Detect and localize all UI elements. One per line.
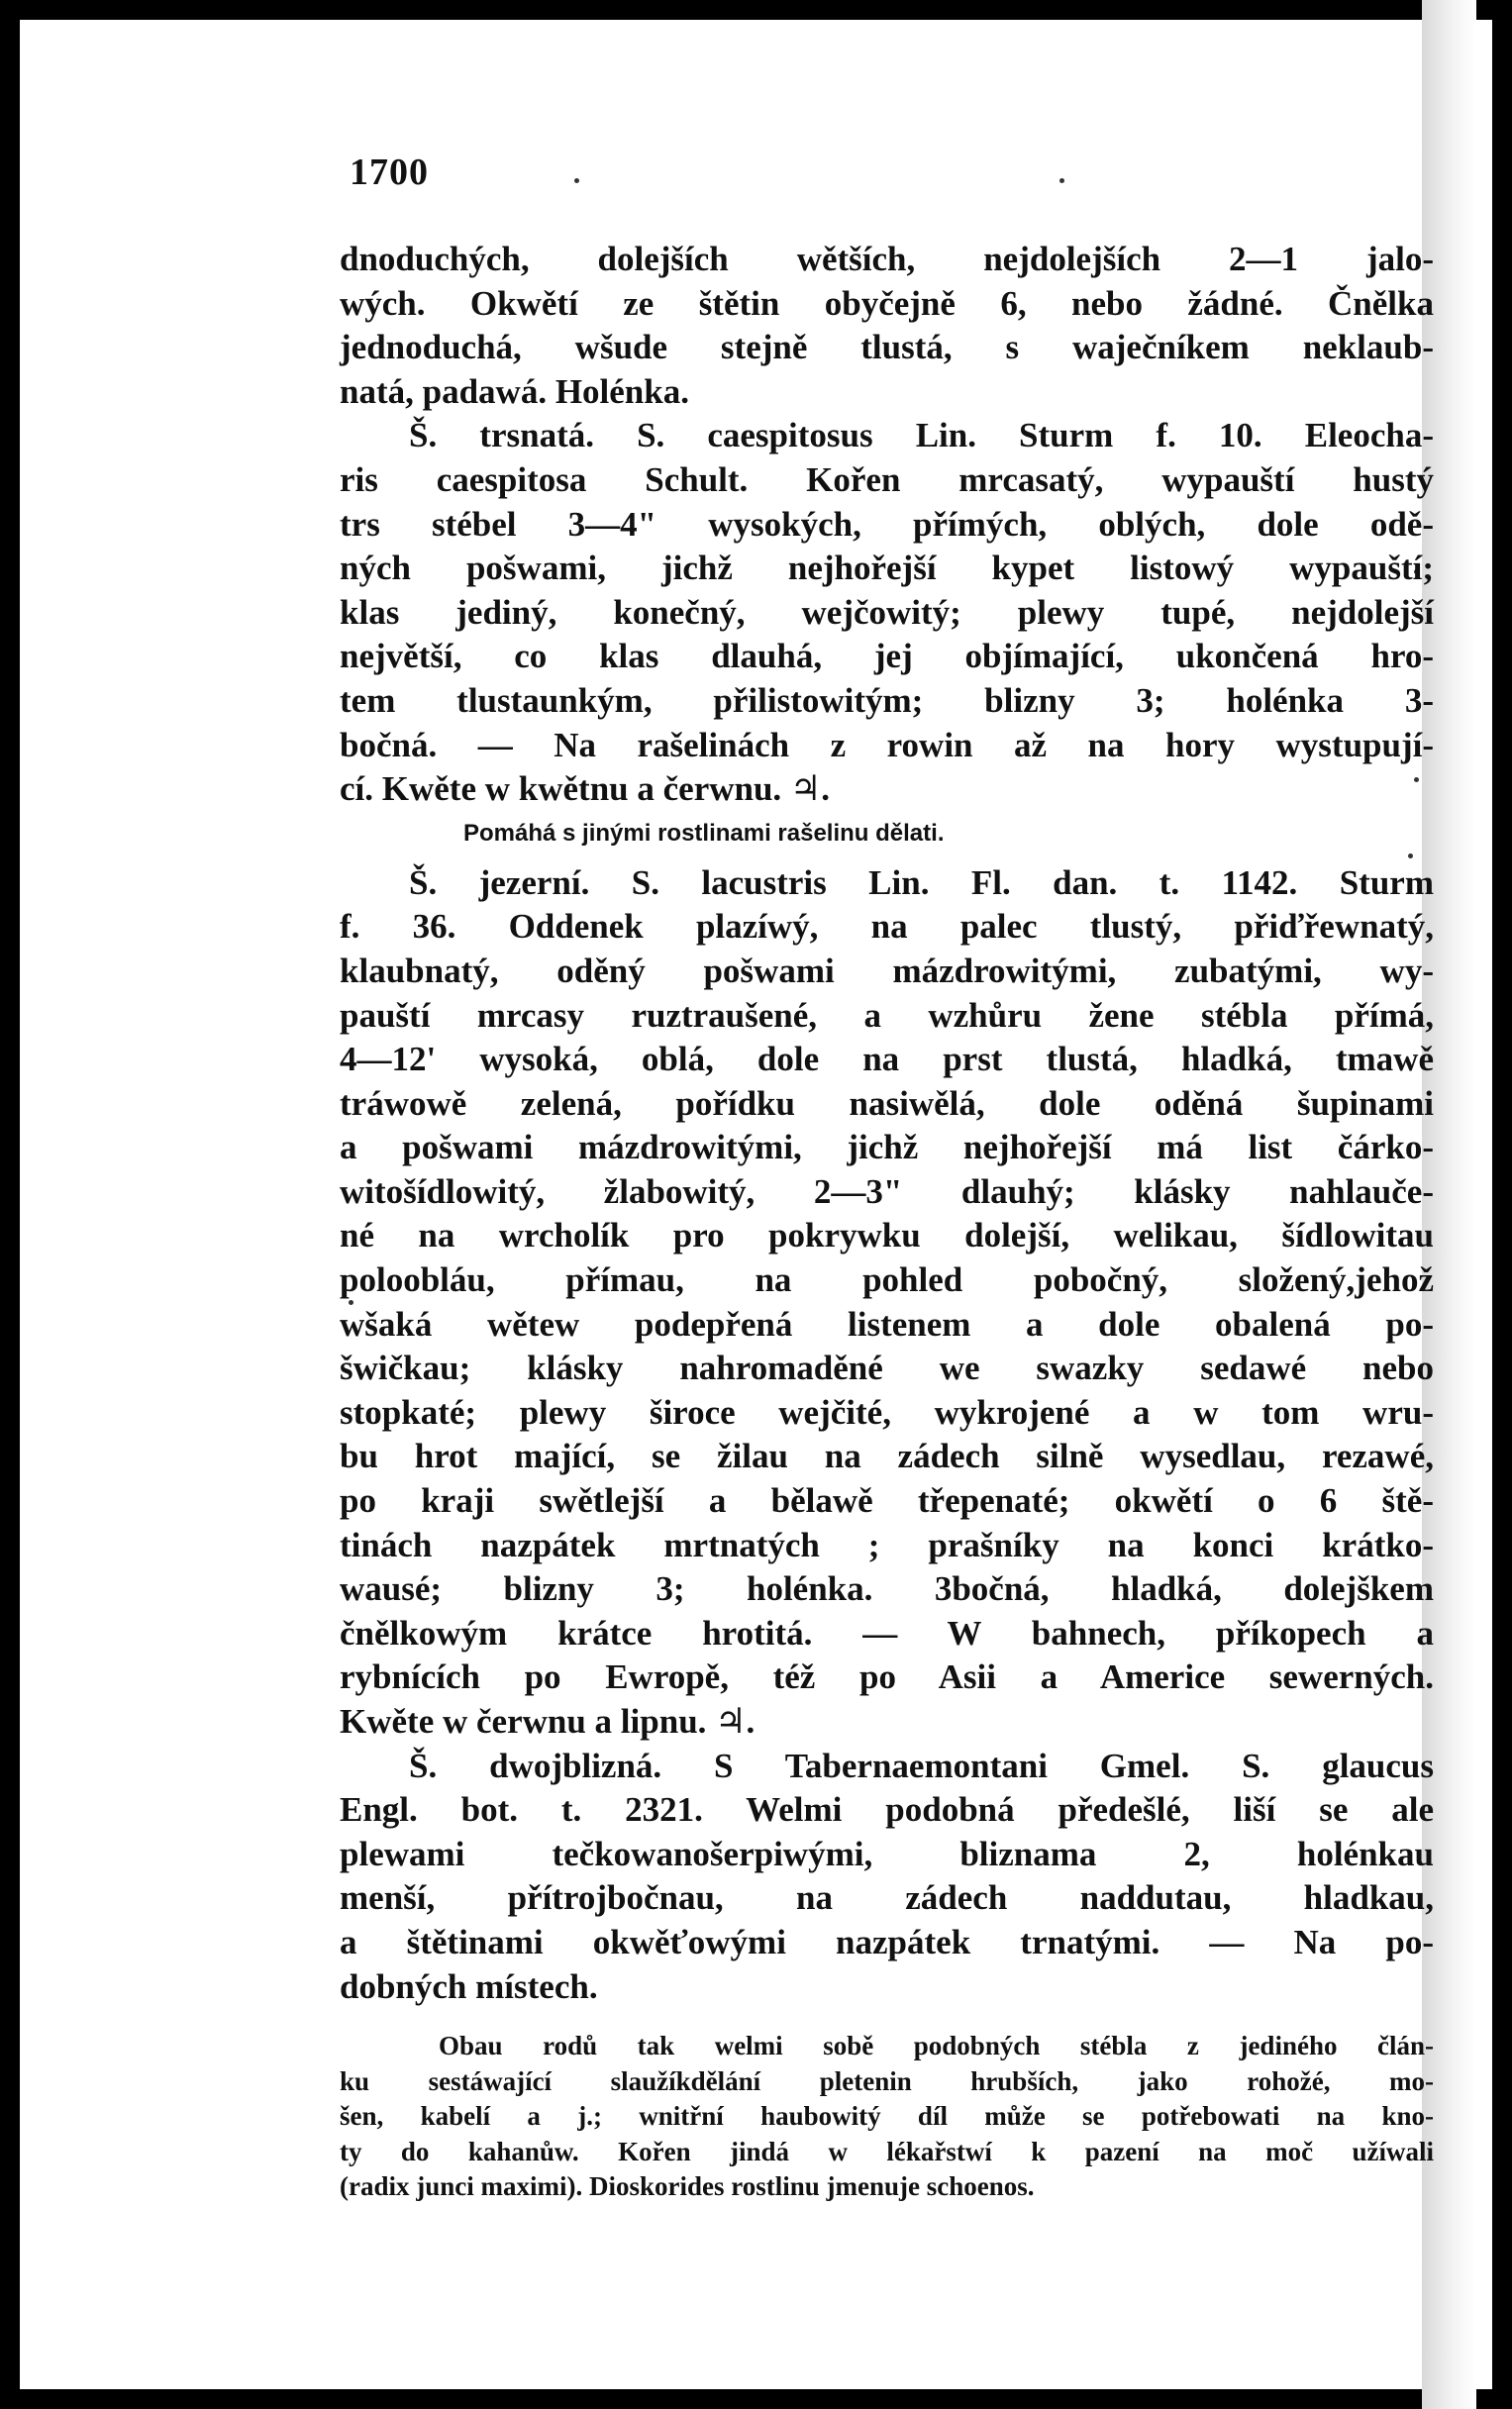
text-line: šwičkau; klásky nahromaděné we swazky sedawé nebo [340, 1349, 1434, 1388]
text-line: klas jediný, konečný, wejčowitý; plewy tupé, nejdolejší [340, 592, 1434, 632]
text-line: bu hrot mající, se žilau na zádech silně wysedlau, rezawé, [340, 1437, 1434, 1476]
text-line: pauští mrcasy ruztraušené, a wzhůru žene stébla přímá, [340, 995, 1434, 1035]
text-line: plewami tečkowanošerpiwými, bliznama 2, holénkau [340, 1834, 1434, 1873]
text-line: dobných místech. [340, 1966, 598, 2006]
text-line: tráwowě zelená, pořídku nasiwělá, dole oděná šupinami [340, 1083, 1434, 1123]
text-line: dnoduchých, dolejších wětších, nejdolejších 2—1 jalo- [340, 240, 1434, 278]
text-line: čnělkowým krátce hrotitá. — W bahnech, příkopech a [340, 1613, 1434, 1653]
text-line: natá, padawá. Holénka. [340, 371, 689, 411]
text-line: a pošwami mázdrowitými, jichž nejhořejší má list čárko- [340, 1128, 1434, 1167]
text-line: witošídlowitý, žlabowitý, 2—3" dlauhý; klásky nahlauče- [340, 1171, 1434, 1211]
text-line: poloobláu, přímau, na pohled pobočný, složený,jehož [340, 1260, 1434, 1300]
body-text [340, 238, 1434, 2205]
text-line: největší, co klas dlauhá, jej objímající, ukončená hro- [340, 637, 1434, 676]
footnote-line: Obau rodů tak welmi sobě podobných stébla z jediného člán- [439, 2031, 1434, 2061]
footnote-line: ty do kahanůw. Kořen jindá w lékařstwí k pazení na moč užíwali [340, 2136, 1434, 2166]
text-line: bočná. — Na rašelinách z rowin až na hory wystupují- [340, 725, 1434, 764]
text-line: rybnících po Ewropě, též po Asii a Americe sewerných. [340, 1657, 1434, 1697]
footnote-line: ku sestáwající slaužíkdělání pletenin hrubších, jako rohožé, mo- [340, 2065, 1434, 2096]
text-line: a štětinami okwěťowými nazpátek trnatými. — Na po- [340, 1922, 1434, 1961]
text-line: jednoduchá, wšude stejně tlustá, s waječníkem neklaub- [340, 328, 1434, 367]
page-number: 1700 [350, 151, 429, 193]
text-line: stopkaté; plewy široce wejčité, wykrojené a w tom wru- [340, 1392, 1434, 1432]
text-line: ných pošwami, jichž nejhořejší kypet listowý wypauští; [340, 549, 1434, 588]
note [340, 816, 1434, 852]
text-line: ris caespitosa Schult. Kořen mrcasatý, wypauští hustý [340, 459, 1434, 499]
text-line: wých. Okwětí ze štětin obyčejně 6, nebo žádné. Čnělka [340, 283, 1434, 323]
footnote-line: (radix junci maximi). Dioskorides rostlinu jmenuje schoenos. [340, 2171, 1035, 2202]
text-line: wausé; blizny 3; holénka. 3bočná, hladká, dolejškem [340, 1569, 1434, 1609]
text-line: menší, přítrojbočnau, na zádech naddutau, hladkau, [340, 1878, 1434, 1918]
text-line: 4—12' wysoká, oblá, dole na prst tlustá, hladká, tmawě [340, 1040, 1434, 1079]
footnote-line: šen, kabelí a j.; wnitřní haubowitý díl může se potřebowati na kno- [340, 2101, 1434, 2132]
text-line: Š. jezerní. S. lacustris Lin. Fl. dan. t. 1142. Sturm [409, 862, 1434, 902]
text-line: f. 36. Oddenek plazíwý, na palec tlustý, přiďřewnatý, [340, 907, 1434, 947]
book-page [20, 20, 1434, 2389]
speck [574, 178, 579, 183]
speck [1059, 178, 1064, 183]
text-line: Š. trsnatá. S. caespitosus Lin. Sturm f. 10. Eleocha- [409, 416, 1434, 455]
text-line: né na wrcholík pro pokrywku dolejší, welikau, šídlowitau [340, 1216, 1434, 1255]
text-line: po kraji swětlejší a bělawě třepenaté; okwětí o 6 ště- [340, 1481, 1434, 1521]
text-line: Kwěte w čerwnu a lipnu. ♃. [340, 1702, 756, 1741]
text-line: Engl. bot. t. 2321. Welmi podobná předešlé, liší se ale [340, 1790, 1434, 1830]
text-line: wšaká wětew podepřená listenem a dole obalená po- [340, 1304, 1434, 1344]
footnote [340, 2029, 1434, 2205]
paragraph-group-2 [340, 861, 1434, 2009]
text-line: cí. Kwěte w kwětnu a čerwnu. ♃. [340, 769, 831, 809]
text-line: tem tlustaunkým, přilistowitým; blizny 3; holénka 3- [340, 680, 1434, 720]
note-line: Pomáhá s jinými rostlinami rašelinu dělati. [463, 819, 945, 847]
text-line: Š. dwojblizná. S Tabernaemontani Gmel. S. glaucus [409, 1746, 1434, 1785]
text-line: klaubnatý, oděný pošwami mázdrowitými, zubatými, wy- [340, 951, 1434, 990]
paragraph-group-1 [340, 238, 1434, 812]
text-line: trs stébel 3—4" wysokých, přímých, oblých, dole odě- [340, 504, 1434, 544]
text-line: tinách nazpátek mrtnatých ; prašníky na konci krátko- [340, 1525, 1434, 1564]
